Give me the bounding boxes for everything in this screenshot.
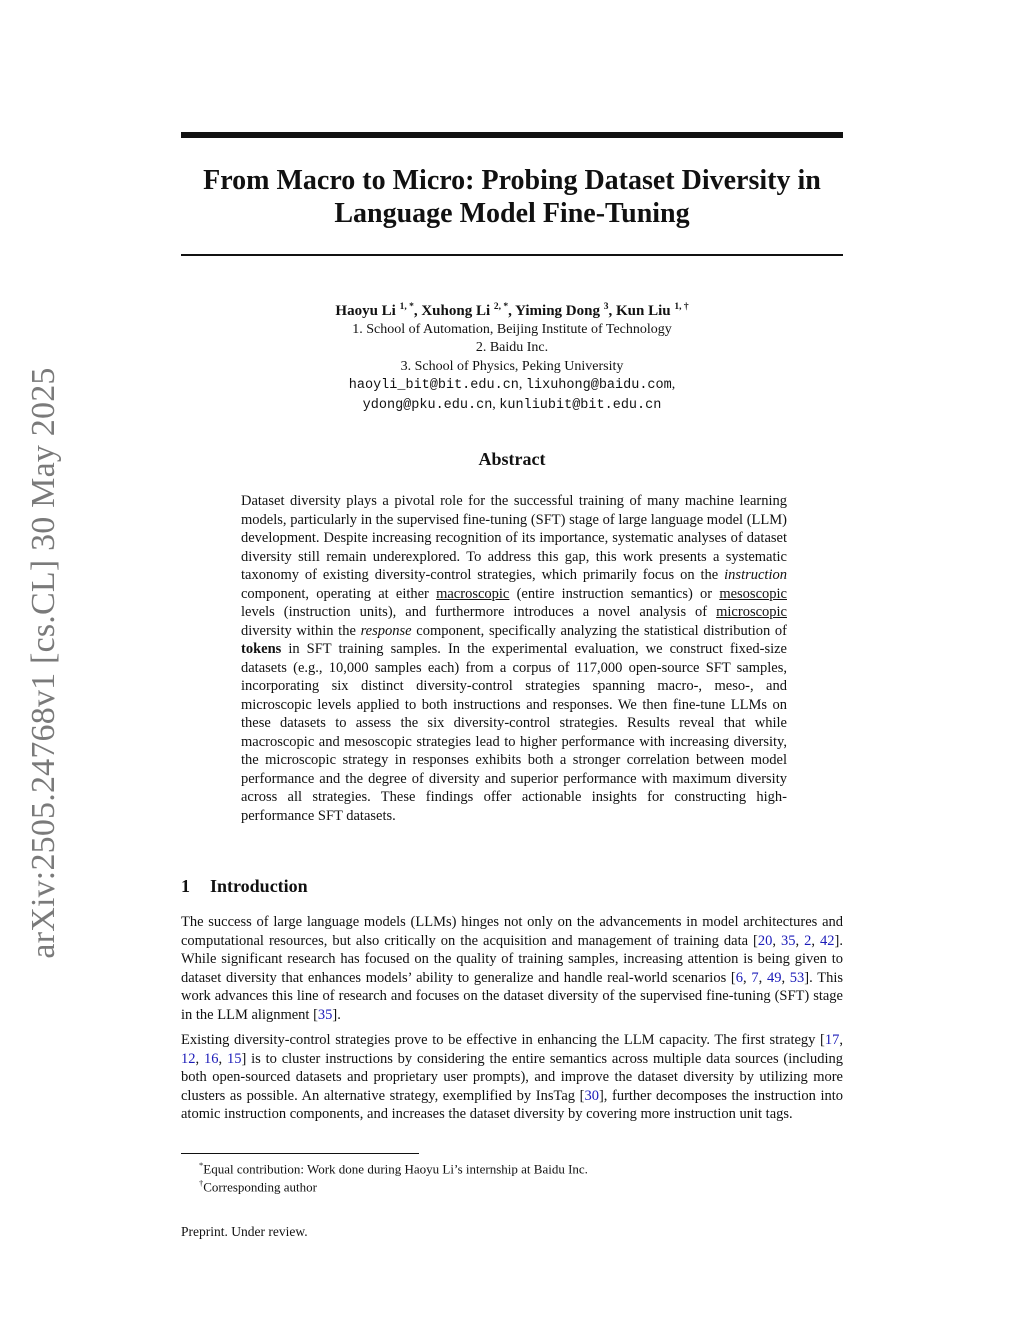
abstract-text-run: (entire instruction semantics) or bbox=[509, 585, 720, 602]
abstract-text-run: component, specifically analyzing the statistical distribution of bbox=[411, 622, 788, 639]
author-affiliation-mark: 1, * bbox=[399, 302, 414, 312]
title-line-1: From Macro to Micro: Probing Dataset Diversity in bbox=[203, 165, 821, 196]
citation-link[interactable]: 49 bbox=[766, 969, 782, 986]
abstract-heading: Abstract bbox=[478, 449, 546, 469]
citation-link[interactable]: 35 bbox=[317, 1006, 333, 1023]
section-number: 1 bbox=[181, 876, 190, 896]
paper-title bbox=[181, 164, 843, 230]
author-name: Yiming Dong bbox=[515, 303, 600, 319]
affiliation-line: 3. School of Physics, Peking University bbox=[400, 358, 624, 374]
email-line: haoyli_bit@bit.edu.cn, lixuhong@baidu.com, bbox=[348, 377, 676, 393]
paragraph-text-run: ], further decomposes the instruction into atomic instruction components, and increases the dataset diversity by covering more instruction unit tags. bbox=[181, 1087, 843, 1122]
abstract-underlined-term: mesoscopic bbox=[719, 585, 787, 602]
affiliation-line: 1. School of Automation, Beijing Institute of Technology bbox=[352, 321, 672, 337]
author-email: ydong@pku.edu.cn bbox=[362, 397, 493, 413]
title-rule-top bbox=[181, 132, 843, 138]
author-affiliation-mark: 2, * bbox=[493, 302, 509, 312]
abstract-text-run: component, operating at either bbox=[241, 585, 437, 602]
abstract-text-run: levels (instruction units), and furthermore introduces a novel analysis of bbox=[241, 604, 717, 620]
section-title: Introduction bbox=[210, 876, 308, 896]
footnote-corresponding-author bbox=[199, 1175, 317, 1195]
footnote-text: Equal contribution: Work done during Haoyu Li’s internship at Baidu Inc. bbox=[203, 1161, 588, 1177]
author-block bbox=[181, 298, 843, 415]
abstract-text bbox=[241, 492, 787, 825]
author-names: Haoyu Li $^{1, *}$, Xuhong Li $^{2, *}$, Yiming Dong $^3$, Kun Liu $^{1, \dagger}$ bbox=[335, 302, 689, 319]
abstract-text-run: in SFT training samples. In the experimental evaluation, we construct fixed-size datasets (e.g., 10,000 samples each) from a corpus of 117,000 open-source SFT samples, incorporating six distinct diversity-control strategies spanning macro-, meso-, and microscopic levels applied to both instructions and responses. We then fine-tune LLMs on these datasets to assess the six diversity-control strategies. Results reveal that while macroscopic and mesoscopic strategies lead to higher performance with increasing diversity, the microscopic strategy in responses exhibits both a stronger correlation between model performance and the degree of diversity and superior performance with maximum diversity across all strategies. These findings offer actionable insights for constructing high-performance SFT datasets. bbox=[241, 641, 787, 824]
paragraph-text-run: The success of large language models (LLMs) hinges not only on the advancements in model architectures and computational resources, but also critically on the acquisition and management of training data [ bbox=[181, 914, 843, 949]
intro-paragraph-2: Existing diversity-control strategies prove to be effective in enhancing the LLM capacity. The first strategy [17, 12, 16, 15] is to cluster instructions by considering the entire semantics across multiple data sources (including both open-sourced datasets and proprietary user prompts), and improve the dataset diversity by utilizing more clusters as possible. An alternative strategy, exemplified by InsTag [30], further decomposes the instruction into atomic instruction components, and increases the dataset diversity by covering more instruction unit tags. bbox=[181, 1032, 844, 1122]
citation-link[interactable]: 2 bbox=[804, 932, 812, 949]
footnote-mark: * bbox=[199, 1160, 204, 1170]
author-email: haoyli_bit@bit.edu.cn bbox=[348, 378, 519, 393]
citation-link[interactable]: 7 bbox=[751, 969, 759, 986]
citation-link[interactable]: 16 bbox=[203, 1050, 219, 1067]
citation-link[interactable]: 20 bbox=[757, 932, 773, 949]
citation-link[interactable]: 12 bbox=[181, 1050, 196, 1067]
citation-link[interactable]: 15 bbox=[226, 1050, 242, 1067]
footnote-rule bbox=[181, 1153, 419, 1154]
citation-link[interactable]: 53 bbox=[789, 969, 805, 986]
abstract-emphasis: response bbox=[360, 622, 412, 639]
citation-link[interactable]: 6 bbox=[735, 969, 744, 986]
author-affiliation-mark: 1, † bbox=[674, 302, 689, 312]
paragraph-text-run: ]. bbox=[332, 1006, 341, 1023]
footnote-text: Corresponding author bbox=[203, 1179, 317, 1195]
abstract-underlined-term: macroscopic bbox=[436, 585, 510, 602]
author-email: lixuhong@baidu.com bbox=[525, 378, 672, 393]
email-line: ydong@pku.edu.cn, kunliubit@bit.edu.cn bbox=[362, 396, 662, 413]
author-affiliation-mark: 3 bbox=[603, 302, 609, 312]
arxiv-identifier-stamp: arXiv:2505.24768v1 [cs.CL] 30 May 2025 bbox=[25, 367, 62, 959]
author-name: Xuhong Li bbox=[421, 303, 491, 319]
paragraph-text-run: ] is to cluster instructions by considering the entire semantics across multiple data sources (including both open-sourced datasets and proprietary user prompts), and improve the dataset diversity by utilizing more clusters as possible. An alternative strategy, exemplified by InsTag [ bbox=[181, 1050, 844, 1104]
abstract-text-run: diversity within the bbox=[241, 622, 361, 639]
intro-paragraph-1: The success of large language models (LLMs) hinges not only on the advancements in model architectures and computational resources, but also critically on the acquisition and management of training data [20, 35, 2, 42]. While significant research has focused on the quality of training samples, increasing attention is being given to dataset diversity that enhances models’ ability to generalize and handle real-world scenarios [6, 7, 49, 53]. This work advances this line of research and focuses on the dataset diversity of the supervised fine-tuning (SFT) stage in the LLM alignment [35]. bbox=[181, 914, 844, 1023]
paragraph-text-run: ]. While significant research has focused on the quality of training samples, increasing attention is being given to dataset diversity that enhances models’ ability to generalize and handle real-world scenarios [ bbox=[181, 932, 844, 986]
section-heading-introduction bbox=[181, 876, 308, 897]
paragraph-text-run: Existing diversity-control strategies prove to be effective in enhancing the LLM capacity. The first strategy [ bbox=[181, 1032, 825, 1048]
author-email: kunliubit@bit.edu.cn bbox=[499, 397, 662, 413]
citation-link[interactable]: 42 bbox=[820, 932, 835, 949]
affiliation-line: 2. Baidu Inc. bbox=[475, 340, 549, 355]
title-line-2: Language Model Fine-Tuning bbox=[334, 198, 690, 229]
preprint-notice: Preprint. Under review. bbox=[181, 1224, 308, 1239]
paragraph-text-run: ]. This work advances this line of research and focuses on the dataset diversity of the supervised fine-tuning (SFT) stage in the LLM alignment [ bbox=[181, 969, 843, 1023]
abstract-emphasis: instruction bbox=[724, 567, 787, 583]
citation-link[interactable]: 35 bbox=[781, 932, 796, 949]
citation-link[interactable]: 30 bbox=[584, 1087, 599, 1104]
title-rule-bottom bbox=[181, 254, 843, 256]
citation-link[interactable]: 17 bbox=[824, 1032, 840, 1048]
abstract-underlined-term: microscopic bbox=[716, 604, 787, 620]
author-name: Kun Liu bbox=[615, 303, 671, 319]
author-name: Haoyu Li bbox=[335, 303, 396, 319]
abstract-bold-term: tokens bbox=[241, 641, 282, 657]
footnote-mark: † bbox=[199, 1178, 204, 1188]
abstract-text-run: Dataset diversity plays a pivotal role for the successful training of many machine learning models, particularly in the supervised fine-tuning (SFT) stage of large language model (LLM) development. Despite increasing recognition of its importance, systematic analyses of dataset diversity still remain underexplored. To address this gap, this work presents a systematic taxonomy of existing diversity-control strategies, which primarily focus on the bbox=[241, 493, 787, 583]
